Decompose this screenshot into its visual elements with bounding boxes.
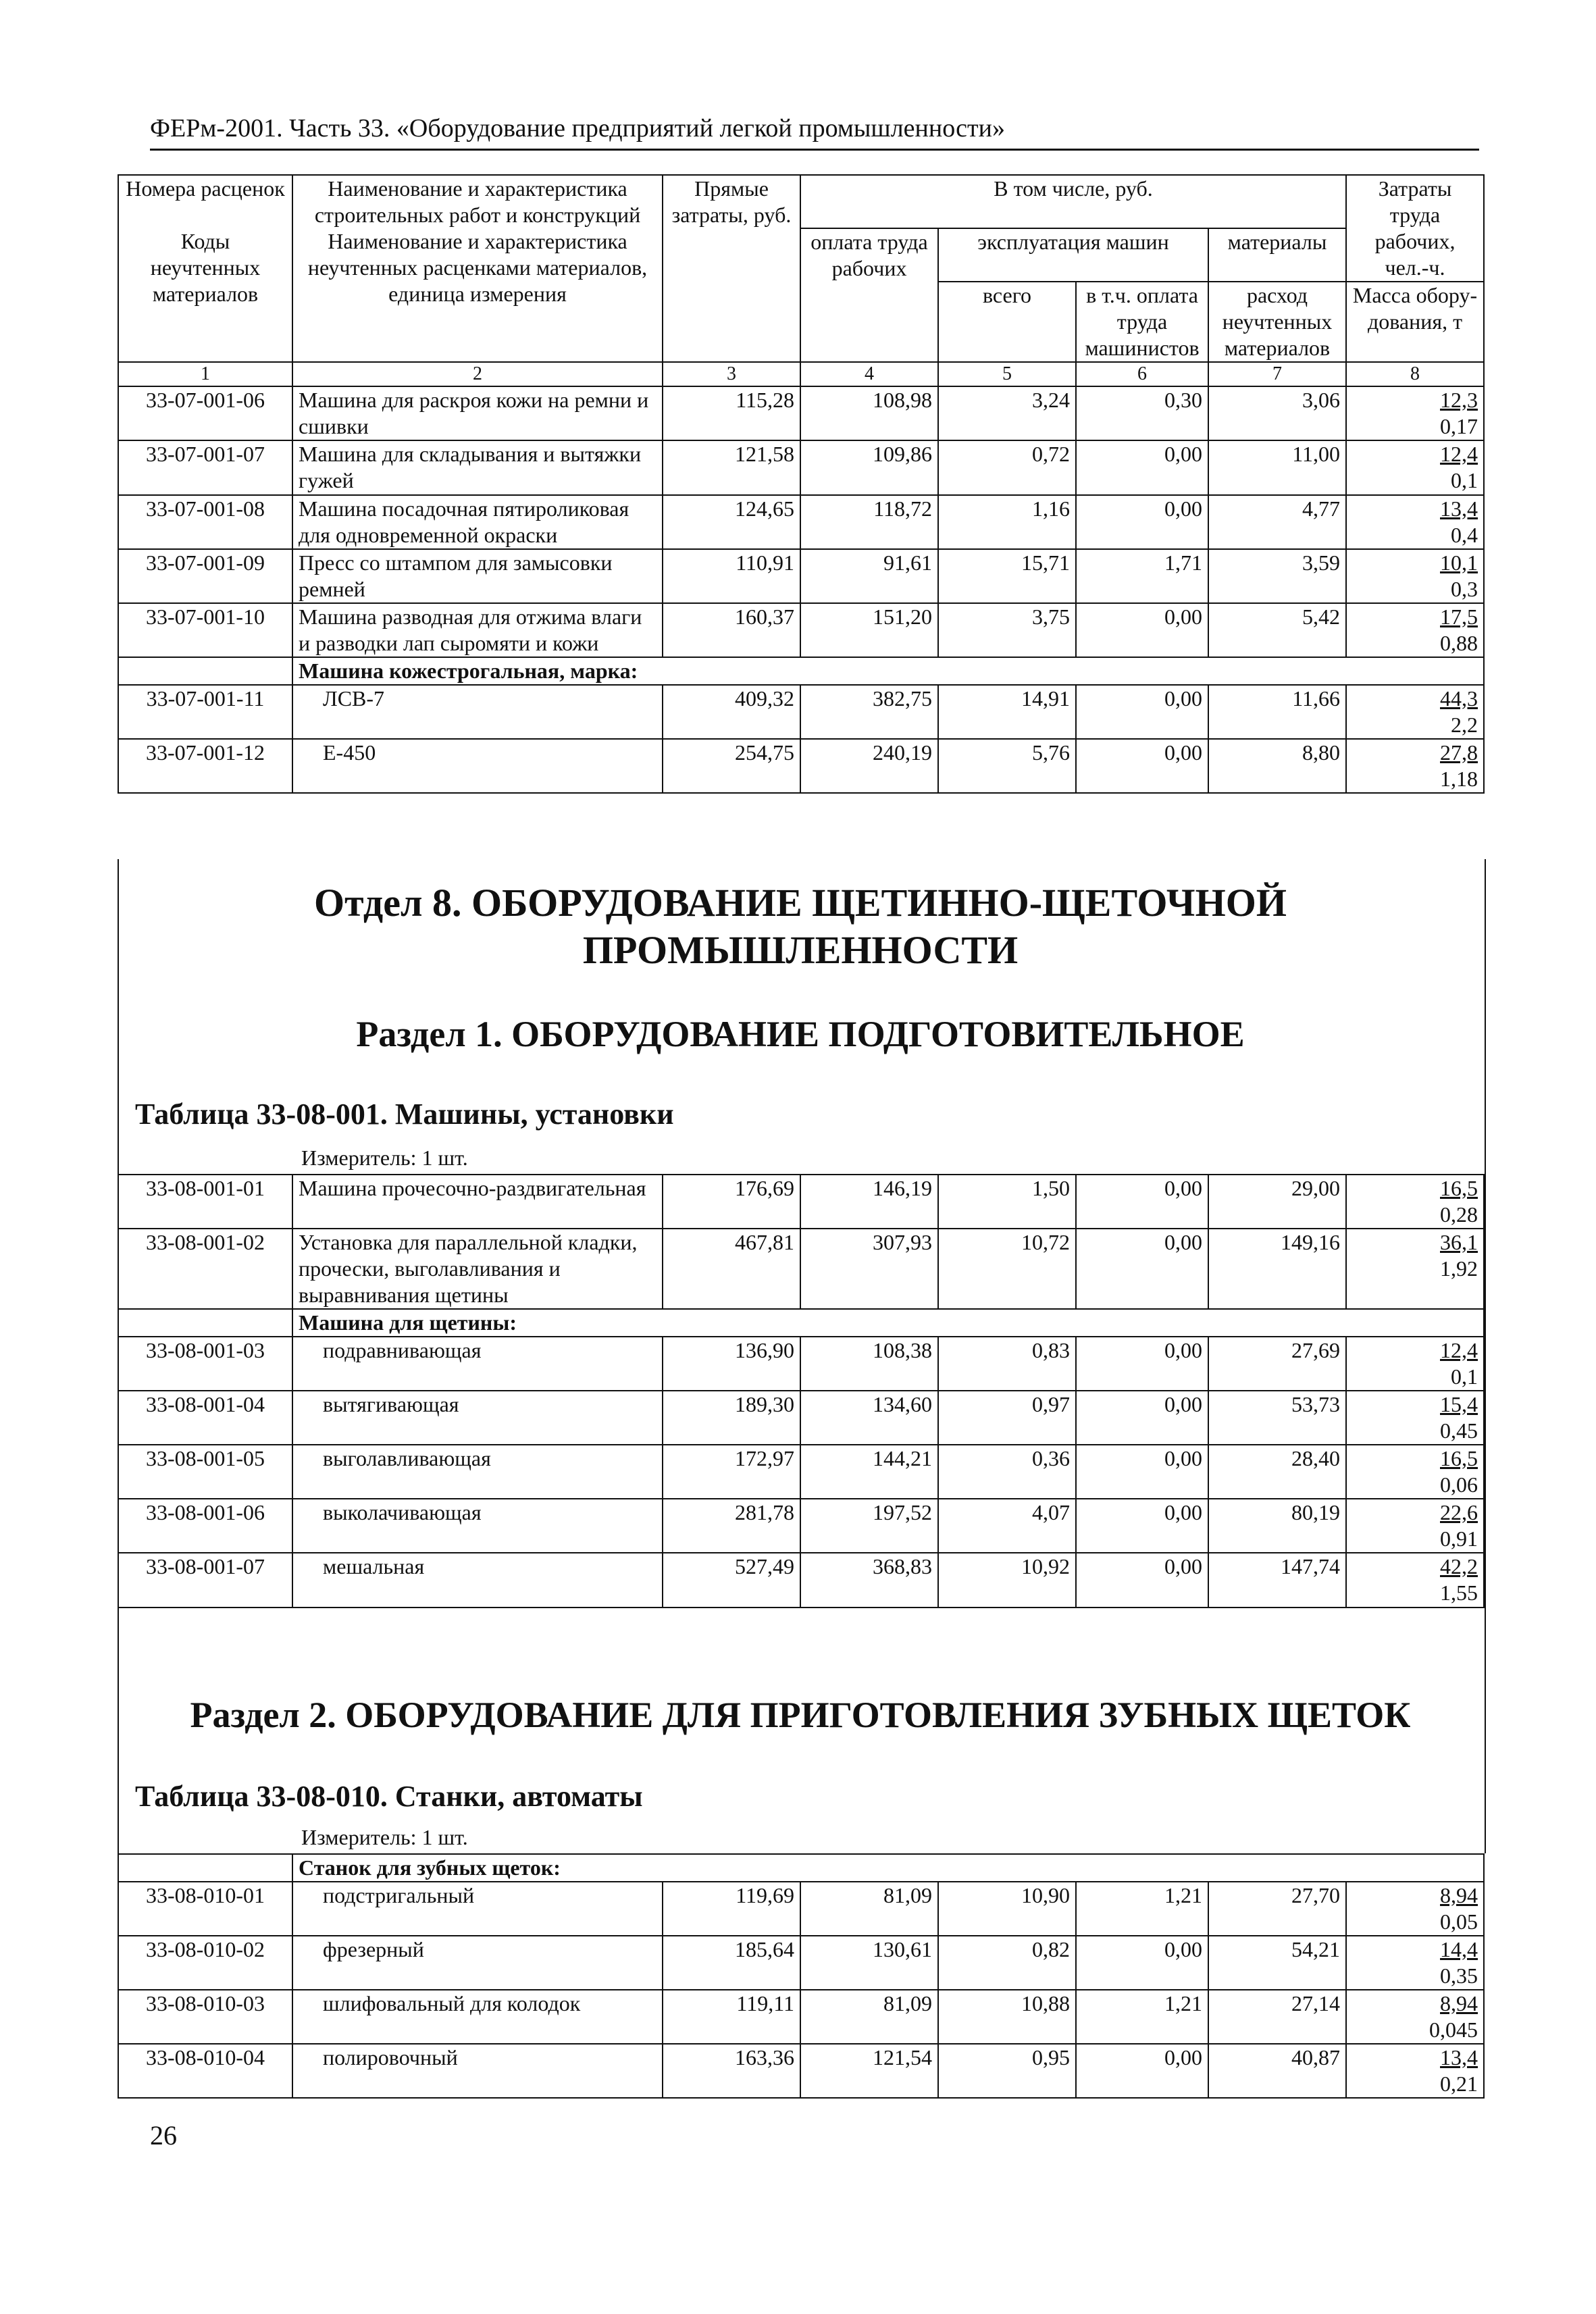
table-2-group-body: [118, 1337, 1484, 1607]
labor-mass-cell: [1346, 386, 1484, 440]
rate-code: 33-08-010-03: [118, 1990, 292, 2044]
direct-cost: 115,28: [663, 386, 800, 440]
labor-hours: 44,3: [1440, 686, 1478, 711]
header-materials: материалы: [1208, 228, 1346, 282]
table-row: [118, 1391, 1484, 1445]
machine-total: 10,72: [938, 1229, 1076, 1309]
table-row: [118, 2044, 1484, 2098]
machine-total: 0,82: [938, 1936, 1076, 1990]
header-col1-bottom: Коды неучтенных материалов: [118, 228, 292, 362]
col-number: 6: [1076, 362, 1208, 386]
col-number: 2: [292, 362, 663, 386]
machinist-pay: 0,00: [1076, 1445, 1208, 1499]
item-name: фрезерный: [292, 1936, 663, 1990]
direct-cost: 254,75: [663, 739, 800, 793]
machinist-pay: 0,00: [1076, 1499, 1208, 1553]
header-col2-bottom: Наименование и характеристика неучтенных расценками материалов, единица измерения: [292, 228, 663, 362]
labor-mass-cell: [1346, 685, 1484, 739]
labor-hours: 16,5: [1440, 1176, 1478, 1200]
item-name: ЛСВ-7: [292, 685, 663, 739]
item-name: полировочный: [292, 2044, 663, 2098]
equipment-mass: 0,045: [1429, 2017, 1478, 2042]
rate-code: 33-07-001-09: [118, 549, 292, 603]
direct-cost: 527,49: [663, 1553, 800, 1607]
table-row: [118, 1175, 1484, 1229]
machinist-pay: 1,21: [1076, 1882, 1208, 1936]
direct-cost: 119,11: [663, 1990, 800, 2044]
table-2-group: [118, 1309, 1484, 1337]
machine-total: 1,50: [938, 1175, 1076, 1229]
rate-code: 33-08-001-02: [118, 1229, 292, 1309]
materials-cost: 27,70: [1208, 1882, 1346, 1936]
machinist-pay: 0,00: [1076, 739, 1208, 793]
machine-total: 3,24: [938, 386, 1076, 440]
rate-code: 33-08-001-03: [118, 1337, 292, 1391]
machinist-pay: 0,00: [1076, 1337, 1208, 1391]
item-name: Машина для складывания и вытяжки гужей: [292, 440, 663, 494]
group-title: Станок для зубных щеток:: [292, 1854, 1484, 1882]
labor-hours: 15,4: [1440, 1392, 1478, 1417]
rate-code: 33-07-001-07: [118, 440, 292, 494]
labor-mass-cell: [1346, 495, 1484, 549]
labor-mass-cell: [1346, 1229, 1484, 1309]
machine-total: 15,71: [938, 549, 1076, 603]
equipment-mass: 0,17: [1440, 414, 1478, 439]
table-row: [118, 1882, 1484, 1936]
labor-pay: 121,54: [800, 2044, 938, 2098]
machinist-pay: 0,00: [1076, 2044, 1208, 2098]
group-title: Машина для щетины:: [292, 1309, 1484, 1337]
rate-code: 33-08-001-05: [118, 1445, 292, 1499]
machine-total: 0,72: [938, 440, 1076, 494]
machinist-pay: 0,30: [1076, 386, 1208, 440]
labor-pay: 197,52: [800, 1499, 938, 1553]
equipment-mass: 0,4: [1451, 522, 1478, 547]
labor-pay: 130,61: [800, 1936, 938, 1990]
labor-pay: 118,72: [800, 495, 938, 549]
item-name: Машина разводная для отжима влаги и разводки лап сыромяти и кожи: [292, 603, 663, 657]
machine-total: 0,36: [938, 1445, 1076, 1499]
machine-total: 0,97: [938, 1391, 1076, 1445]
machinist-pay: 1,71: [1076, 549, 1208, 603]
labor-pay: 108,38: [800, 1337, 938, 1391]
labor-mass-cell: [1346, 2044, 1484, 2098]
item-name: подравнивающая: [292, 1337, 663, 1391]
group-title: Машина кожестрогальная, марка:: [292, 657, 1484, 685]
equipment-mass: 1,92: [1440, 1256, 1478, 1281]
header-group: В том числе, руб.: [800, 175, 1346, 228]
materials-cost: 5,42: [1208, 603, 1346, 657]
table-row: [118, 603, 1484, 657]
direct-cost: 110,91: [663, 549, 800, 603]
labor-pay: 91,61: [800, 549, 938, 603]
labor-hours: 27,8: [1440, 740, 1478, 765]
direct-cost: 121,58: [663, 440, 800, 494]
materials-cost: 8,80: [1208, 739, 1346, 793]
materials-cost: 149,16: [1208, 1229, 1346, 1309]
machinist-pay: 0,00: [1076, 440, 1208, 494]
labor-pay: 134,60: [800, 1391, 938, 1445]
materials-cost: 53,73: [1208, 1391, 1346, 1445]
rate-code: 33-08-010-01: [118, 1882, 292, 1936]
dept-title: [118, 879, 1483, 973]
direct-cost: 185,64: [663, 1936, 800, 1990]
labor-pay: 382,75: [800, 685, 938, 739]
rates-table-2: [118, 1174, 1485, 1608]
table-row: [118, 1229, 1484, 1309]
table-row: [118, 1445, 1484, 1499]
equipment-mass: 0,35: [1440, 1963, 1478, 1988]
rate-code: 33-07-001-08: [118, 495, 292, 549]
table-row: [118, 1990, 1484, 2044]
dept-title-line1: Отдел 8. ОБОРУДОВАНИЕ ЩЕТИННО-ЩЕТОЧНОЙ: [314, 881, 1287, 925]
machinist-pay: 0,00: [1076, 1553, 1208, 1607]
table-header: [118, 175, 1484, 386]
rate-code: 33-07-001-06: [118, 386, 292, 440]
table-1-group: [118, 657, 1484, 685]
item-name: шлифовальный для колодок: [292, 1990, 663, 2044]
materials-cost: 147,74: [1208, 1553, 1346, 1607]
col-number: 3: [663, 362, 800, 386]
item-name: вытягивающая: [292, 1391, 663, 1445]
header-col2-top: Наименование и характеристика строительных работ и конструкций: [292, 175, 663, 228]
header-col5: всего: [938, 282, 1076, 362]
machinist-pay: 0,00: [1076, 1936, 1208, 1990]
machine-total: 1,16: [938, 495, 1076, 549]
direct-cost: 160,37: [663, 603, 800, 657]
section-1-title: Раздел 1. ОБОРУДОВАНИЕ ПОДГОТОВИТЕЛЬНОЕ: [356, 1014, 1245, 1054]
table-row: [118, 1936, 1484, 1990]
rates-table-1: [118, 174, 1485, 794]
direct-cost: 119,69: [663, 1882, 800, 1936]
rate-code: 33-08-001-07: [118, 1553, 292, 1607]
labor-mass-cell: [1346, 1990, 1484, 2044]
machinist-pay: 1,21: [1076, 1990, 1208, 2044]
labor-pay: 81,09: [800, 1882, 938, 1936]
table-row: [118, 1337, 1484, 1391]
labor-hours: 14,4: [1440, 1937, 1478, 1962]
machine-total: 10,92: [938, 1553, 1076, 1607]
item-name: выголавливающая: [292, 1445, 663, 1499]
labor-hours: 13,4: [1440, 2045, 1478, 2070]
direct-cost: 124,65: [663, 495, 800, 549]
labor-hours: 17,5: [1440, 604, 1478, 629]
col-number: 7: [1208, 362, 1346, 386]
item-name: подстригальный: [292, 1882, 663, 1936]
labor-pay: 151,20: [800, 603, 938, 657]
col-number: 4: [800, 362, 938, 386]
machine-total: 4,07: [938, 1499, 1076, 1553]
direct-cost: 136,90: [663, 1337, 800, 1391]
materials-cost: 4,77: [1208, 495, 1346, 549]
materials-cost: 80,19: [1208, 1499, 1346, 1553]
rate-code: 33-08-001-04: [118, 1391, 292, 1445]
machine-total: 0,83: [938, 1337, 1076, 1391]
col-number: 8: [1346, 362, 1484, 386]
labor-hours: 13,4: [1440, 496, 1478, 521]
equipment-mass: 1,18: [1440, 766, 1478, 791]
machine-total: 3,75: [938, 603, 1076, 657]
table-row: [118, 440, 1484, 494]
labor-hours: 12,3: [1440, 388, 1478, 413]
labor-hours: 12,4: [1440, 442, 1478, 467]
item-name: Машина посадочная пятироликовая для одновременной окраски: [292, 495, 663, 549]
machine-total: 5,76: [938, 739, 1076, 793]
equipment-mass: 0,45: [1440, 1418, 1478, 1443]
machinist-pay: 0,00: [1076, 1229, 1208, 1309]
machine-total: 0,95: [938, 2044, 1076, 2098]
machinist-pay: 0,00: [1076, 1391, 1208, 1445]
machine-total: 14,91: [938, 685, 1076, 739]
materials-cost: 27,69: [1208, 1337, 1346, 1391]
direct-cost: 176,69: [663, 1175, 800, 1229]
machinist-pay: 0,00: [1076, 603, 1208, 657]
labor-mass-cell: [1346, 1553, 1484, 1607]
item-name: Пресс со штампом для замысовки ремней: [292, 549, 663, 603]
rate-code: 33-08-001-01: [118, 1175, 292, 1229]
labor-pay: 146,19: [800, 1175, 938, 1229]
labor-mass-cell: [1346, 739, 1484, 793]
running-header: ФЕРм-2001. Часть 33. «Оборудование предприятий легкой промышленности»: [150, 113, 1479, 151]
equipment-mass: 1,55: [1440, 1580, 1478, 1605]
section-2-title: Раздел 2. ОБОРУДОВАНИЕ ДЛЯ ПРИГОТОВЛЕНИЯ ЗУБНЫХ ЩЕТОК: [190, 1695, 1411, 1735]
table-3-measure: Измеритель: 1 шт.: [301, 1825, 468, 1849]
machinist-pay: 0,00: [1076, 1175, 1208, 1229]
table-1-group-body: [118, 685, 1484, 793]
materials-cost: 3,59: [1208, 549, 1346, 603]
labor-pay: 144,21: [800, 1445, 938, 1499]
rate-code: 33-07-001-11: [118, 685, 292, 739]
materials-cost: 11,00: [1208, 440, 1346, 494]
direct-cost: 172,97: [663, 1445, 800, 1499]
col-number: 5: [938, 362, 1076, 386]
header-col8-bottom: Масса обору-дования, т: [1346, 282, 1484, 362]
dept-title-line2: ПРОМЫШЛЕННОСТИ: [582, 927, 1019, 972]
rate-code: 33-07-001-10: [118, 603, 292, 657]
rate-code: 33-08-010-04: [118, 2044, 292, 2098]
labor-mass-cell: [1346, 1499, 1484, 1553]
section-frame: [118, 1649, 1486, 1853]
table-3-title: Таблица 33-08-010. Станки, автоматы: [135, 1780, 643, 1813]
header-col1-top: Номера расценок: [118, 175, 292, 228]
direct-cost: 189,30: [663, 1391, 800, 1445]
materials-cost: 28,40: [1208, 1445, 1346, 1499]
labor-mass-cell: [1346, 1337, 1484, 1391]
materials-cost: 11,66: [1208, 685, 1346, 739]
equipment-mass: 0,21: [1440, 2072, 1478, 2097]
labor-mass-cell: [1346, 603, 1484, 657]
equipment-mass: 0,91: [1440, 1526, 1478, 1551]
table-row: [118, 685, 1484, 739]
equipment-mass: 0,28: [1440, 1202, 1478, 1227]
materials-cost: 54,21: [1208, 1936, 1346, 1990]
header-col8-top: Затраты труда рабочих, чел.-ч.: [1346, 175, 1484, 282]
header-col6: в т.ч. оплата труда машинистов: [1076, 282, 1208, 362]
labor-mass-cell: [1346, 1391, 1484, 1445]
materials-cost: 3,06: [1208, 386, 1346, 440]
table-row: [118, 495, 1484, 549]
labor-pay: 81,09: [800, 1990, 938, 2044]
labor-pay: 109,86: [800, 440, 938, 494]
direct-cost: 409,32: [663, 685, 800, 739]
table-3-group: [118, 1854, 1484, 1882]
labor-hours: 36,1: [1440, 1230, 1478, 1255]
machinist-pay: 0,00: [1076, 685, 1208, 739]
table-row: [118, 386, 1484, 440]
table-1-body: [118, 386, 1484, 657]
labor-hours: 10,1: [1440, 550, 1478, 575]
item-name: Машина для раскроя кожи на ремни и сшивки: [292, 386, 663, 440]
labor-hours: 22,6: [1440, 1500, 1478, 1525]
materials-cost: 27,14: [1208, 1990, 1346, 2044]
machinist-pay: 0,00: [1076, 495, 1208, 549]
equipment-mass: 0,88: [1440, 630, 1478, 655]
rate-code: 33-07-001-12: [118, 739, 292, 793]
equipment-mass: 0,1: [1451, 1364, 1478, 1389]
equipment-mass: 2,2: [1451, 712, 1478, 737]
labor-hours: 8,94: [1440, 1991, 1478, 2016]
labor-mass-cell: [1346, 1175, 1484, 1229]
labor-hours: 16,5: [1440, 1446, 1478, 1471]
item-name: Е-450: [292, 739, 663, 793]
item-name: выколачивающая: [292, 1499, 663, 1553]
header-machines: эксплуатация машин: [938, 228, 1208, 282]
header-col7: расход неучтенных материалов: [1208, 282, 1346, 362]
direct-cost: 163,36: [663, 2044, 800, 2098]
labor-hours: 8,94: [1440, 1883, 1478, 1908]
machine-total: 10,88: [938, 1990, 1076, 2044]
labor-pay: 240,19: [800, 739, 938, 793]
labor-mass-cell: [1346, 1445, 1484, 1499]
equipment-mass: 0,06: [1440, 1472, 1478, 1497]
labor-mass-cell: [1346, 1936, 1484, 1990]
equipment-mass: 0,1: [1451, 468, 1478, 493]
header-col4: оплата труда рабочих: [800, 228, 938, 362]
labor-mass-cell: [1346, 549, 1484, 603]
labor-pay: 368,83: [800, 1553, 938, 1607]
materials-cost: 29,00: [1208, 1175, 1346, 1229]
table-row: [118, 1499, 1484, 1553]
equipment-mass: 0,05: [1440, 1909, 1478, 1934]
labor-mass-cell: [1346, 440, 1484, 494]
item-name: Установка для параллельной кладки, прочески, выголавливания и выравнивания щетины: [292, 1229, 663, 1309]
table-3-group-body: [118, 1882, 1484, 2098]
item-name: Машина прочесочно-раздвигательная: [292, 1175, 663, 1229]
col-number: 1: [118, 362, 292, 386]
table-2-measure: Измеритель: 1 шт.: [301, 1146, 468, 1170]
rate-code: 33-08-001-06: [118, 1499, 292, 1553]
labor-pay: 307,93: [800, 1229, 938, 1309]
table-2-title: Таблица 33-08-001. Машины, установки: [135, 1098, 674, 1131]
equipment-mass: 0,3: [1451, 576, 1478, 601]
labor-pay: 108,98: [800, 386, 938, 440]
item-name: мешальная: [292, 1553, 663, 1607]
header-col3: Прямые затраты, руб.: [663, 175, 800, 362]
direct-cost: 281,78: [663, 1499, 800, 1553]
rates-table-3: [118, 1853, 1485, 2099]
labor-hours: 12,4: [1440, 1338, 1478, 1363]
labor-mass-cell: [1346, 1882, 1484, 1936]
table-row: [118, 549, 1484, 603]
rate-code: 33-08-010-02: [118, 1936, 292, 1990]
table-2-body: [118, 1175, 1484, 1309]
materials-cost: 40,87: [1208, 2044, 1346, 2098]
table-row: [118, 739, 1484, 793]
table-row: [118, 1553, 1484, 1607]
machine-total: 10,90: [938, 1882, 1076, 1936]
labor-hours: 42,2: [1440, 1554, 1478, 1579]
page-number: 26: [150, 2120, 177, 2151]
direct-cost: 467,81: [663, 1229, 800, 1309]
